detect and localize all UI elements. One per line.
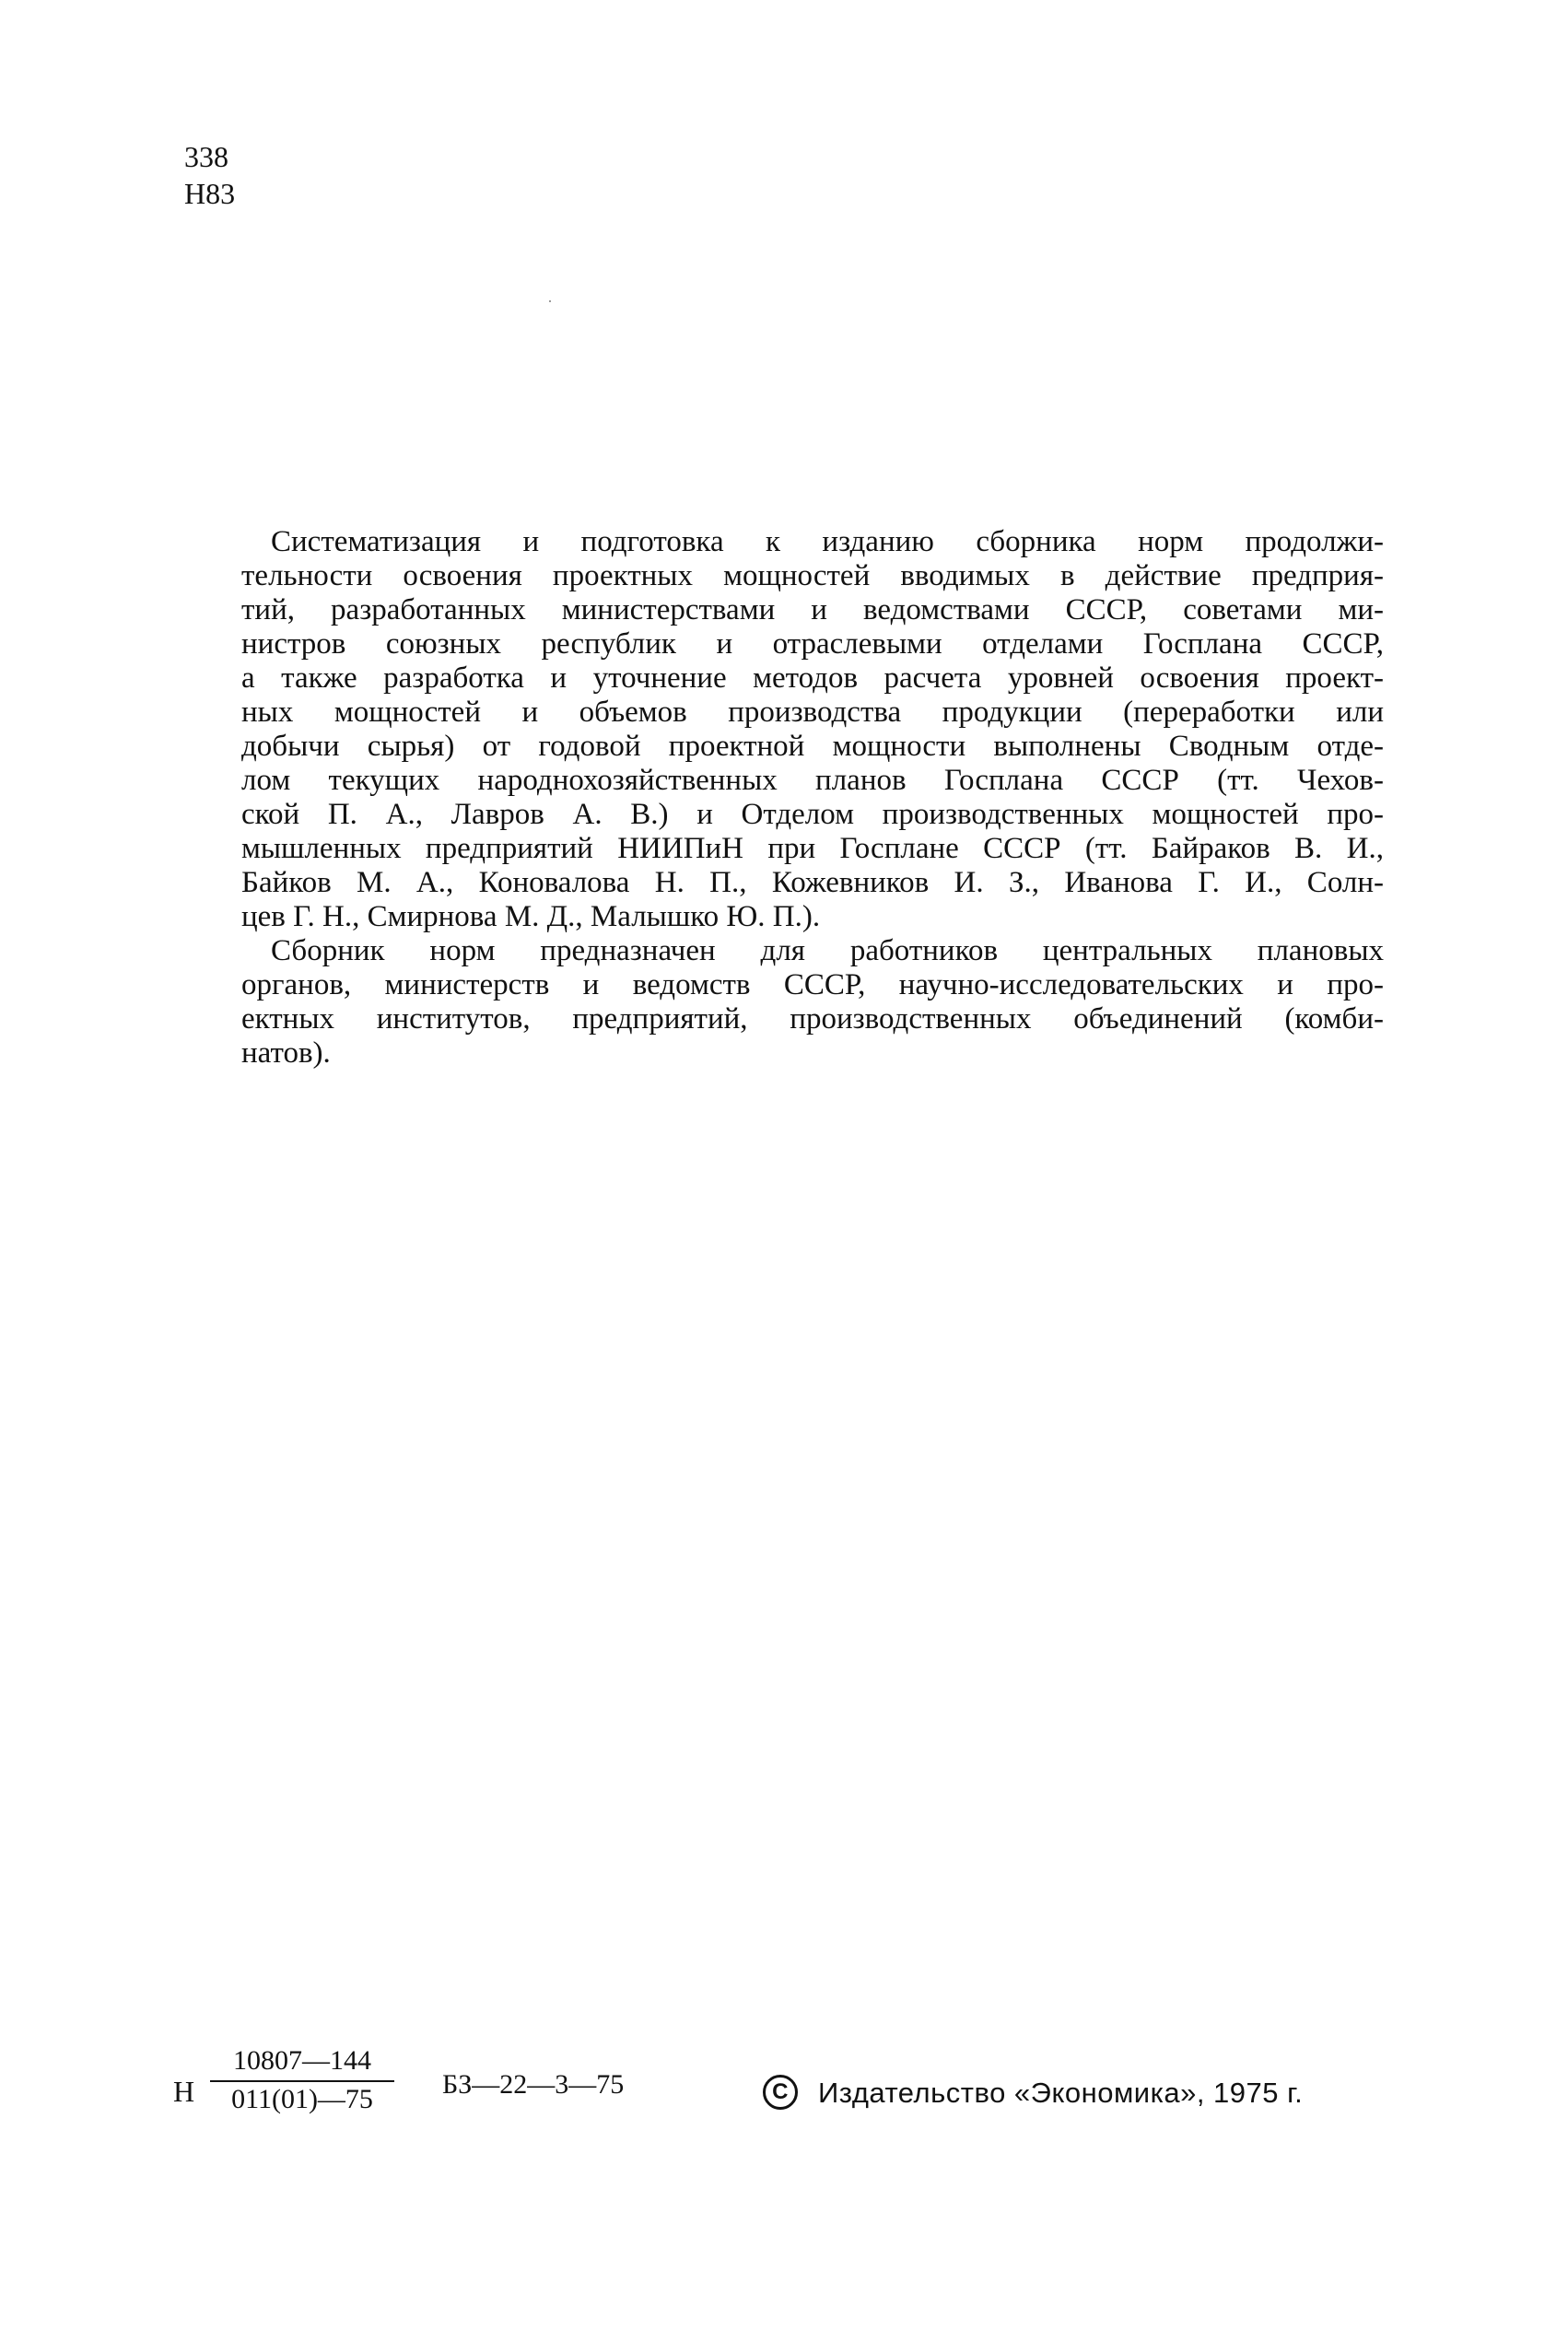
text-line: ской П. А., Лавров А. В.) и Отделом производственных мощностей про- xyxy=(241,798,1384,831)
text-line: тельности освоения проектных мощностей вводимых в действие предприя- xyxy=(241,559,1384,592)
text-line: ных мощностей и объемов производства продукции (переработки или xyxy=(241,696,1384,729)
paragraph-credits xyxy=(241,525,1384,934)
imprint-code: БЗ—22—3—75 xyxy=(442,2069,625,2100)
text-line: натов). xyxy=(241,1036,331,1070)
imprint-letter: Н xyxy=(173,2075,195,2108)
udc-classification xyxy=(184,138,235,212)
udc-code: 338 xyxy=(184,140,228,173)
author-mark: Н83 xyxy=(184,177,236,210)
fraction-denominator: 011(01)—75 xyxy=(231,2084,373,2114)
text-line: Байков М. А., Коновалова Н. П., Кожевников И. З., Иванова Г. И., Солн- xyxy=(241,866,1384,899)
text-line: органов, министерств и ведомств СССР, научно-исследовательских и про- xyxy=(241,968,1384,1001)
text-line: добычи сырья) от годовой проектной мощности выполнены Сводным отде- xyxy=(241,730,1384,763)
annotation-text xyxy=(241,525,1384,1071)
text-line: Систематизация и подготовка к изданию сборника норм продолжи- xyxy=(271,525,1384,558)
text-line: ектных институтов, предприятий, производственных объединений (комби- xyxy=(241,1002,1384,1036)
copyright-notice xyxy=(763,2077,1303,2112)
fraction-numerator: 10807—144 xyxy=(210,2045,394,2082)
text-line: цев Г. Н., Смирнова М. Д., Малышко Ю. П.). xyxy=(241,900,821,933)
imprint-fraction xyxy=(210,2045,394,2115)
text-line: мышленных предприятий НИИПиН при Госплане СССР (тт. Байраков В. И., xyxy=(241,832,1384,865)
text-line: тий, разработанных министерствами и ведомствами СССР, советами ми- xyxy=(241,593,1384,626)
text-line: лом текущих народнохозяйственных планов Госплана СССР (тт. Чехов- xyxy=(241,764,1384,797)
copyright-icon xyxy=(763,2075,798,2110)
paragraph-audience xyxy=(241,934,1384,1071)
text-line: а также разработка и уточнение методов расчета уровней освоения проект- xyxy=(241,661,1384,695)
publisher-text: Издательство «Экономика», 1975 г. xyxy=(818,2077,1304,2109)
print-speck xyxy=(549,300,551,302)
imprint-block xyxy=(173,2045,1408,2137)
text-line: нистров союзных республик и отраслевыми отделами Госплана СССР, xyxy=(241,627,1384,661)
text-line: Сборник норм предназначен для работников центральных плановых xyxy=(271,934,1384,967)
copyright-symbol: C xyxy=(772,2078,789,2104)
